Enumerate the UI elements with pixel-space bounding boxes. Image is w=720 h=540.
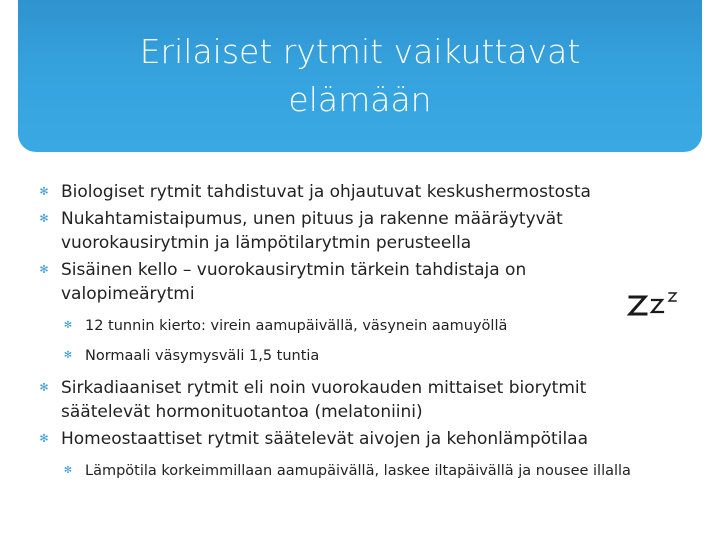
bullet-icon: ✻ — [39, 432, 49, 445]
bullet-icon: ✻ — [39, 263, 49, 276]
list-item — [36, 180, 676, 204]
sub-list-item — [36, 461, 676, 481]
list-item-text: Nukahtamistaipumus, unen pituus ja rakenne määräytyvät vuorokausirytmin ja lämpötilarytmin perusteella — [61, 209, 563, 253]
list-item — [36, 258, 581, 306]
sub-list-item — [36, 316, 676, 336]
bullet-list — [36, 180, 676, 491]
list-item-text: Biologiset rytmit tahdistuvat ja ohjautuvat keskushermostosta — [61, 182, 591, 202]
list-item-text: Normaali väsymysväli 1,5 tuntia — [85, 348, 320, 364]
list-item — [36, 427, 676, 451]
bullet-icon: ✻ — [39, 185, 49, 198]
list-item-text: Lämpötila korkeimmillaan aamupäivällä, laskee iltapäivällä ja nousee illalla — [85, 463, 631, 479]
list-item — [36, 207, 676, 255]
list-item-text: Sirkadiaaniset rytmit eli noin vuorokauden mittaiset biorytmit säätelevät hormonituotantoa (melatoniini) — [61, 378, 587, 422]
slide-title: Erilaiset rytmit vaikuttavat elämään — [139, 32, 581, 119]
bullet-icon: ✻ — [63, 320, 73, 331]
sub-list-item — [36, 346, 676, 366]
list-item — [36, 376, 676, 424]
list-item-text: Sisäinen kello – vuorokausirytmin tärkein tahdistaja on valopimeärytmi — [61, 260, 527, 304]
list-item-text: 12 tunnin kierto: virein aamupäivällä, väsynein aamuyöllä — [85, 318, 508, 334]
bullet-icon: ✻ — [63, 465, 73, 476]
zzz-sleep-icon — [625, 284, 685, 318]
bullet-icon: ✻ — [63, 350, 73, 361]
bullet-icon: ✻ — [39, 212, 49, 225]
list-item-text: Homeostaattiset rytmit säätelevät aivojen ja kehonlämpötilaa — [61, 429, 589, 449]
bullet-icon: ✻ — [39, 381, 49, 394]
